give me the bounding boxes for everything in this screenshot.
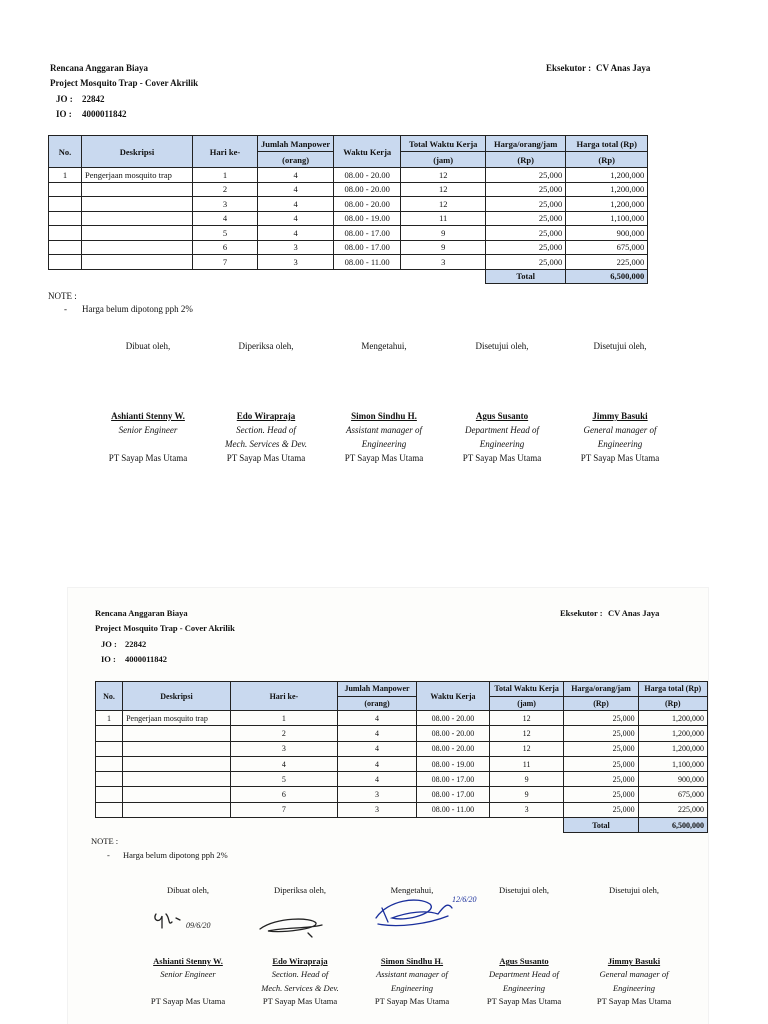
signatory-role-line1: Section. Head of: [236, 424, 296, 435]
jo-label: JO :: [101, 639, 117, 649]
total-label: Total: [486, 269, 566, 284]
signatory-company: PT Sayap Mas Utama: [596, 995, 672, 1006]
cell-total: 1,200,000: [566, 182, 648, 197]
total-row-spacer: [49, 269, 486, 284]
signatory-role-line2: [133, 982, 243, 995]
cell-desc: [123, 756, 231, 771]
col-harga-total-unit: (Rp): [566, 152, 648, 168]
cell-total: 1,200,000: [566, 197, 648, 212]
jo-value: 22842: [82, 94, 105, 104]
col-harga-orang-unit: (Rp): [564, 696, 638, 711]
col-harga-orang: Harga/orang/jam: [564, 682, 638, 697]
cell-harga: 25,000: [564, 787, 638, 802]
cell-hari: 3: [230, 741, 337, 756]
cell-desc: [123, 802, 231, 817]
signature-space: [443, 354, 561, 410]
cell-hari: 6: [230, 787, 337, 802]
col-waktu: Waktu Kerja: [417, 682, 490, 711]
signatory-role-line2: Engineering: [361, 438, 407, 449]
cell-jam: 12: [489, 726, 564, 741]
executor-value: CV Anas Jaya: [608, 608, 660, 618]
executor-label: Eksekutor :: [560, 608, 603, 618]
cell-waktu: 08.00 - 20.00: [417, 711, 490, 726]
cell-desc: [82, 211, 193, 226]
cell-waktu: 08.00 - 20.00: [334, 182, 401, 197]
cell-no: [96, 802, 123, 817]
cell-desc: [123, 787, 231, 802]
cell-desc: Pengerjaan mosquito trap: [123, 711, 231, 726]
cell-no: [49, 197, 82, 212]
signatory-action: Dibuat oleh,: [125, 341, 171, 351]
io-value: 4000011842: [82, 109, 127, 119]
cell-waktu: 08.00 - 19.00: [417, 756, 490, 771]
col-manpower: Jumlah Manpower: [337, 682, 416, 697]
col-harga-total-unit: (Rp): [638, 696, 707, 711]
cell-desc: Pengerjaan mosquito trap: [82, 168, 193, 183]
signature-space: [89, 354, 207, 410]
cell-total: 675,000: [638, 787, 707, 802]
signatory-name: Ashianti Stenny W.: [111, 410, 185, 421]
note-bullet: -: [64, 304, 67, 314]
table-row: [96, 802, 708, 817]
cell-manpower: 4: [337, 711, 416, 726]
cell-desc: [82, 182, 193, 197]
signatory: [245, 884, 355, 1008]
cell-no: [96, 726, 123, 741]
signatory-role-line2: Mech. Services & Dev.: [261, 982, 339, 993]
budget-table: [95, 681, 708, 833]
signatory-role-line2: Engineering: [502, 982, 546, 993]
total-value: 6,500,000: [566, 269, 648, 284]
cell-harga: 25,000: [486, 255, 566, 270]
signatory-role-line2: Mech. Services & Dev.: [224, 438, 308, 449]
signatory-role-line1: Department Head of: [465, 424, 539, 435]
cell-waktu: 08.00 - 17.00: [417, 787, 490, 802]
cell-jam: 12: [401, 182, 486, 197]
signatory-role-line1: General manager of: [583, 424, 657, 435]
signatory-name: Jimmy Basuki: [607, 956, 661, 967]
cell-jam: 9: [489, 772, 564, 787]
signatory: [579, 884, 689, 1008]
signature-space: [469, 897, 579, 955]
col-hari: Hari ke-: [193, 136, 258, 168]
cell-total: 900,000: [638, 772, 707, 787]
cell-jam: 12: [401, 197, 486, 212]
cell-jam: 11: [401, 211, 486, 226]
signatory-name: Agus Susanto: [499, 956, 549, 967]
cell-manpower: 4: [337, 726, 416, 741]
signatory-role-line1: General manager of: [599, 969, 669, 980]
cell-no: [96, 741, 123, 756]
cell-total: 225,000: [638, 802, 707, 817]
cell-total: 900,000: [566, 226, 648, 241]
signature-ashianti: [150, 908, 220, 934]
cell-manpower: 4: [258, 211, 334, 226]
table-row: [96, 741, 708, 756]
signatory-action: Mengetahui,: [361, 341, 407, 351]
signatory: [325, 340, 443, 466]
cell-manpower: 3: [337, 802, 416, 817]
signatory-name: Edo Wirapraja: [272, 956, 328, 967]
signatory: [443, 340, 561, 466]
cell-harga: 25,000: [564, 802, 638, 817]
signatory-role-line2: Engineering: [479, 438, 525, 449]
signatory-company: PT Sayap Mas Utama: [108, 452, 188, 463]
cell-desc: [123, 772, 231, 787]
col-no: No.: [49, 136, 82, 168]
cell-waktu: 08.00 - 20.00: [417, 726, 490, 741]
cell-hari: 3: [193, 197, 258, 212]
table-row: [49, 255, 648, 270]
cell-desc: [82, 240, 193, 255]
cell-hari: 2: [193, 182, 258, 197]
cell-harga: 25,000: [486, 197, 566, 212]
table-row: [96, 756, 708, 771]
table-row: [49, 211, 648, 226]
signatory-role-line1: Department Head of: [489, 969, 559, 980]
cell-waktu: 08.00 - 17.00: [417, 772, 490, 787]
budget-table: [48, 135, 648, 284]
io-label: IO :: [56, 109, 72, 119]
executor-label: Eksekutor :: [546, 63, 592, 73]
document-preview-top: [0, 0, 768, 480]
signatory-role-line2: Engineering: [390, 982, 434, 993]
cell-manpower: 4: [258, 197, 334, 212]
cell-waktu: 08.00 - 19.00: [334, 211, 401, 226]
cell-jam: 12: [489, 741, 564, 756]
signatory-action: Disetujui oleh,: [498, 885, 550, 895]
col-manpower: Jumlah Manpower: [258, 136, 334, 152]
col-no: No.: [96, 682, 123, 711]
io-label: IO :: [101, 654, 116, 664]
cell-harga: 25,000: [486, 226, 566, 241]
cell-total: 1,200,000: [638, 741, 707, 756]
cell-manpower: 4: [258, 226, 334, 241]
cell-no: [49, 182, 82, 197]
signatory-name: Agus Susanto: [475, 410, 529, 421]
cell-hari: 1: [230, 711, 337, 726]
total-row: [96, 818, 708, 833]
cell-total: 1,100,000: [566, 211, 648, 226]
project-name: Project Mosquito Trap - Cover Akrilik: [50, 78, 199, 88]
col-manpower-unit: (orang): [258, 152, 334, 168]
col-harga-orang-unit: (Rp): [486, 152, 566, 168]
cell-harga: 25,000: [564, 711, 638, 726]
cell-no: 1: [49, 168, 82, 183]
signatory-name: Jimmy Basuki: [592, 410, 648, 421]
signatory-action: Diperiksa oleh,: [274, 885, 326, 895]
cell-waktu: 08.00 - 11.00: [417, 802, 490, 817]
cell-hari: 6: [193, 240, 258, 255]
signatory-company: PT Sayap Mas Utama: [344, 452, 424, 463]
doc-title: Rencana Anggaran Biaya: [50, 63, 149, 73]
signatory-name: Ashianti Stenny W.: [153, 956, 223, 967]
signature-space: [207, 354, 325, 410]
total-label: Total: [564, 818, 638, 833]
signatory: [561, 340, 679, 466]
signatory-role-line2: Engineering: [597, 438, 643, 449]
cell-desc: [82, 255, 193, 270]
note-text: Harga belum dipotong pph 2%: [82, 304, 193, 314]
signature-space: [561, 354, 679, 410]
signatory-action: Diperiksa oleh,: [238, 341, 294, 351]
signature-date: 12/6/20: [452, 895, 477, 904]
signatory-company: PT Sayap Mas Utama: [262, 995, 338, 1006]
cell-manpower: 4: [337, 741, 416, 756]
cell-harga: 25,000: [564, 726, 638, 741]
signatory-company: PT Sayap Mas Utama: [226, 452, 306, 463]
cell-no: [49, 211, 82, 226]
cell-no: [49, 240, 82, 255]
cell-manpower: 4: [258, 168, 334, 183]
signatory-company: PT Sayap Mas Utama: [462, 452, 542, 463]
signatory: [133, 884, 243, 1008]
table-row: [49, 197, 648, 212]
signatory-company: PT Sayap Mas Utama: [580, 452, 660, 463]
table-row: [49, 182, 648, 197]
cell-total: 1,200,000: [638, 726, 707, 741]
cell-waktu: 08.00 - 17.00: [334, 226, 401, 241]
col-harga-total: Harga total (Rp): [566, 136, 648, 152]
table-row: [96, 772, 708, 787]
cell-waktu: 08.00 - 20.00: [417, 741, 490, 756]
cell-total: 675,000: [566, 240, 648, 255]
col-harga-total: Harga total (Rp): [638, 682, 707, 697]
cell-harga: 25,000: [564, 756, 638, 771]
io-value: 4000011842: [125, 654, 168, 664]
cell-no: [49, 226, 82, 241]
cell-manpower: 4: [337, 772, 416, 787]
jo-value: 22842: [125, 639, 147, 649]
cell-total: 1,100,000: [638, 756, 707, 771]
signature-edo: [256, 913, 336, 939]
cell-jam: 3: [489, 802, 564, 817]
executor-value: CV Anas Jaya: [596, 63, 651, 73]
cell-jam: 9: [401, 226, 486, 241]
cell-desc: [82, 226, 193, 241]
cell-jam: 12: [401, 168, 486, 183]
cell-harga: 25,000: [486, 168, 566, 183]
signature-space: [579, 897, 689, 955]
col-total-waktu: Total Waktu Kerja: [489, 682, 564, 697]
cell-harga: 25,000: [486, 240, 566, 255]
document-scan-bottom: [68, 588, 708, 1024]
cell-hari: 5: [230, 772, 337, 787]
cell-no: [96, 787, 123, 802]
col-harga-orang: Harga/orang/jam: [486, 136, 566, 152]
col-hari: Hari ke-: [230, 682, 337, 711]
signatory-name: Edo Wirapraja: [236, 410, 296, 421]
table-row: [96, 787, 708, 802]
cell-total: 225,000: [566, 255, 648, 270]
table-row: [49, 240, 648, 255]
cell-desc: [82, 197, 193, 212]
cell-jam: 9: [401, 240, 486, 255]
cell-harga: 25,000: [564, 772, 638, 787]
cell-total: 1,200,000: [638, 711, 707, 726]
cell-manpower: 3: [258, 255, 334, 270]
cell-no: [49, 255, 82, 270]
cell-hari: 7: [193, 255, 258, 270]
cell-no: [96, 756, 123, 771]
table-row: [49, 226, 648, 241]
cell-hari: 7: [230, 802, 337, 817]
signatory: [207, 340, 325, 466]
cell-jam: 9: [489, 787, 564, 802]
cell-jam: 11: [489, 756, 564, 771]
cell-hari: 4: [193, 211, 258, 226]
signatory-role-line1: Senior Engineer: [160, 969, 216, 980]
signatory-action: Disetujui oleh,: [608, 885, 660, 895]
cell-harga: 25,000: [486, 211, 566, 226]
cell-hari: 5: [193, 226, 258, 241]
total-value: 6,500,000: [638, 818, 707, 833]
note-bullet: -: [107, 850, 110, 860]
signatory-action: Dibuat oleh,: [166, 885, 210, 895]
cell-desc: [123, 741, 231, 756]
note-title: NOTE :: [48, 291, 77, 301]
table-row: [49, 168, 648, 183]
cell-waktu: 08.00 - 20.00: [334, 168, 401, 183]
signatory-role-line1: Assistant manager of: [345, 424, 422, 435]
signature-space: [325, 354, 443, 410]
signatory-action: Mengetahui,: [390, 885, 434, 895]
cell-manpower: 3: [258, 240, 334, 255]
cell-jam: 3: [401, 255, 486, 270]
col-waktu: Waktu Kerja: [334, 136, 401, 168]
note-title: NOTE :: [91, 836, 119, 846]
signatory-role-line2: Engineering: [612, 982, 656, 993]
doc-title: Rencana Anggaran Biaya: [95, 608, 188, 618]
cell-manpower: 4: [258, 182, 334, 197]
signatory-role-line1: Section. Head of: [271, 969, 329, 980]
total-row: [49, 269, 648, 284]
total-row-spacer: [96, 818, 564, 833]
signatory-action: Disetujui oleh,: [475, 341, 529, 351]
signatory-action: Disetujui oleh,: [593, 341, 647, 351]
signatory-company: PT Sayap Mas Utama: [486, 995, 562, 1006]
signatory-role-line1: Assistant manager of: [376, 969, 448, 980]
signatory: [469, 884, 579, 1008]
cell-waktu: 08.00 - 20.00: [334, 197, 401, 212]
signatory-name: Simon Sindhu H.: [351, 410, 417, 421]
cell-harga: 25,000: [564, 741, 638, 756]
col-total-waktu-unit: (jam): [489, 696, 564, 711]
cell-no: [96, 772, 123, 787]
cell-manpower: 3: [337, 787, 416, 802]
cell-hari: 2: [230, 726, 337, 741]
cell-waktu: 08.00 - 11.00: [334, 255, 401, 270]
signatory-role-line2: [89, 438, 207, 452]
cell-hari: 4: [230, 756, 337, 771]
signatory-company: PT Sayap Mas Utama: [150, 995, 226, 1006]
signatory-role-line1: Senior Engineer: [118, 424, 178, 435]
project-name: Project Mosquito Trap - Cover Akrilik: [95, 623, 235, 633]
signatory-name: Simon Sindhu H.: [380, 956, 444, 967]
col-deskripsi: Deskripsi: [123, 682, 231, 711]
col-total-waktu-unit: (jam): [401, 152, 486, 168]
cell-waktu: 08.00 - 17.00: [334, 240, 401, 255]
cell-total: 1,200,000: [566, 168, 648, 183]
signature-simon: [368, 888, 478, 934]
signatory: [89, 340, 207, 466]
table-row: [96, 711, 708, 726]
col-manpower-unit: (orang): [337, 696, 416, 711]
cell-manpower: 4: [337, 756, 416, 771]
note-text: Harga belum dipotong pph 2%: [123, 850, 228, 860]
signatory-company: PT Sayap Mas Utama: [374, 995, 450, 1006]
table-row: [96, 726, 708, 741]
cell-no: 1: [96, 711, 123, 726]
cell-harga: 25,000: [486, 182, 566, 197]
col-deskripsi: Deskripsi: [82, 136, 193, 168]
jo-label: JO :: [56, 94, 73, 104]
cell-jam: 12: [489, 711, 564, 726]
col-total-waktu: Total Waktu Kerja: [401, 136, 486, 152]
cell-hari: 1: [193, 168, 258, 183]
signature-date: 09/6/20: [186, 921, 211, 930]
cell-desc: [123, 726, 231, 741]
